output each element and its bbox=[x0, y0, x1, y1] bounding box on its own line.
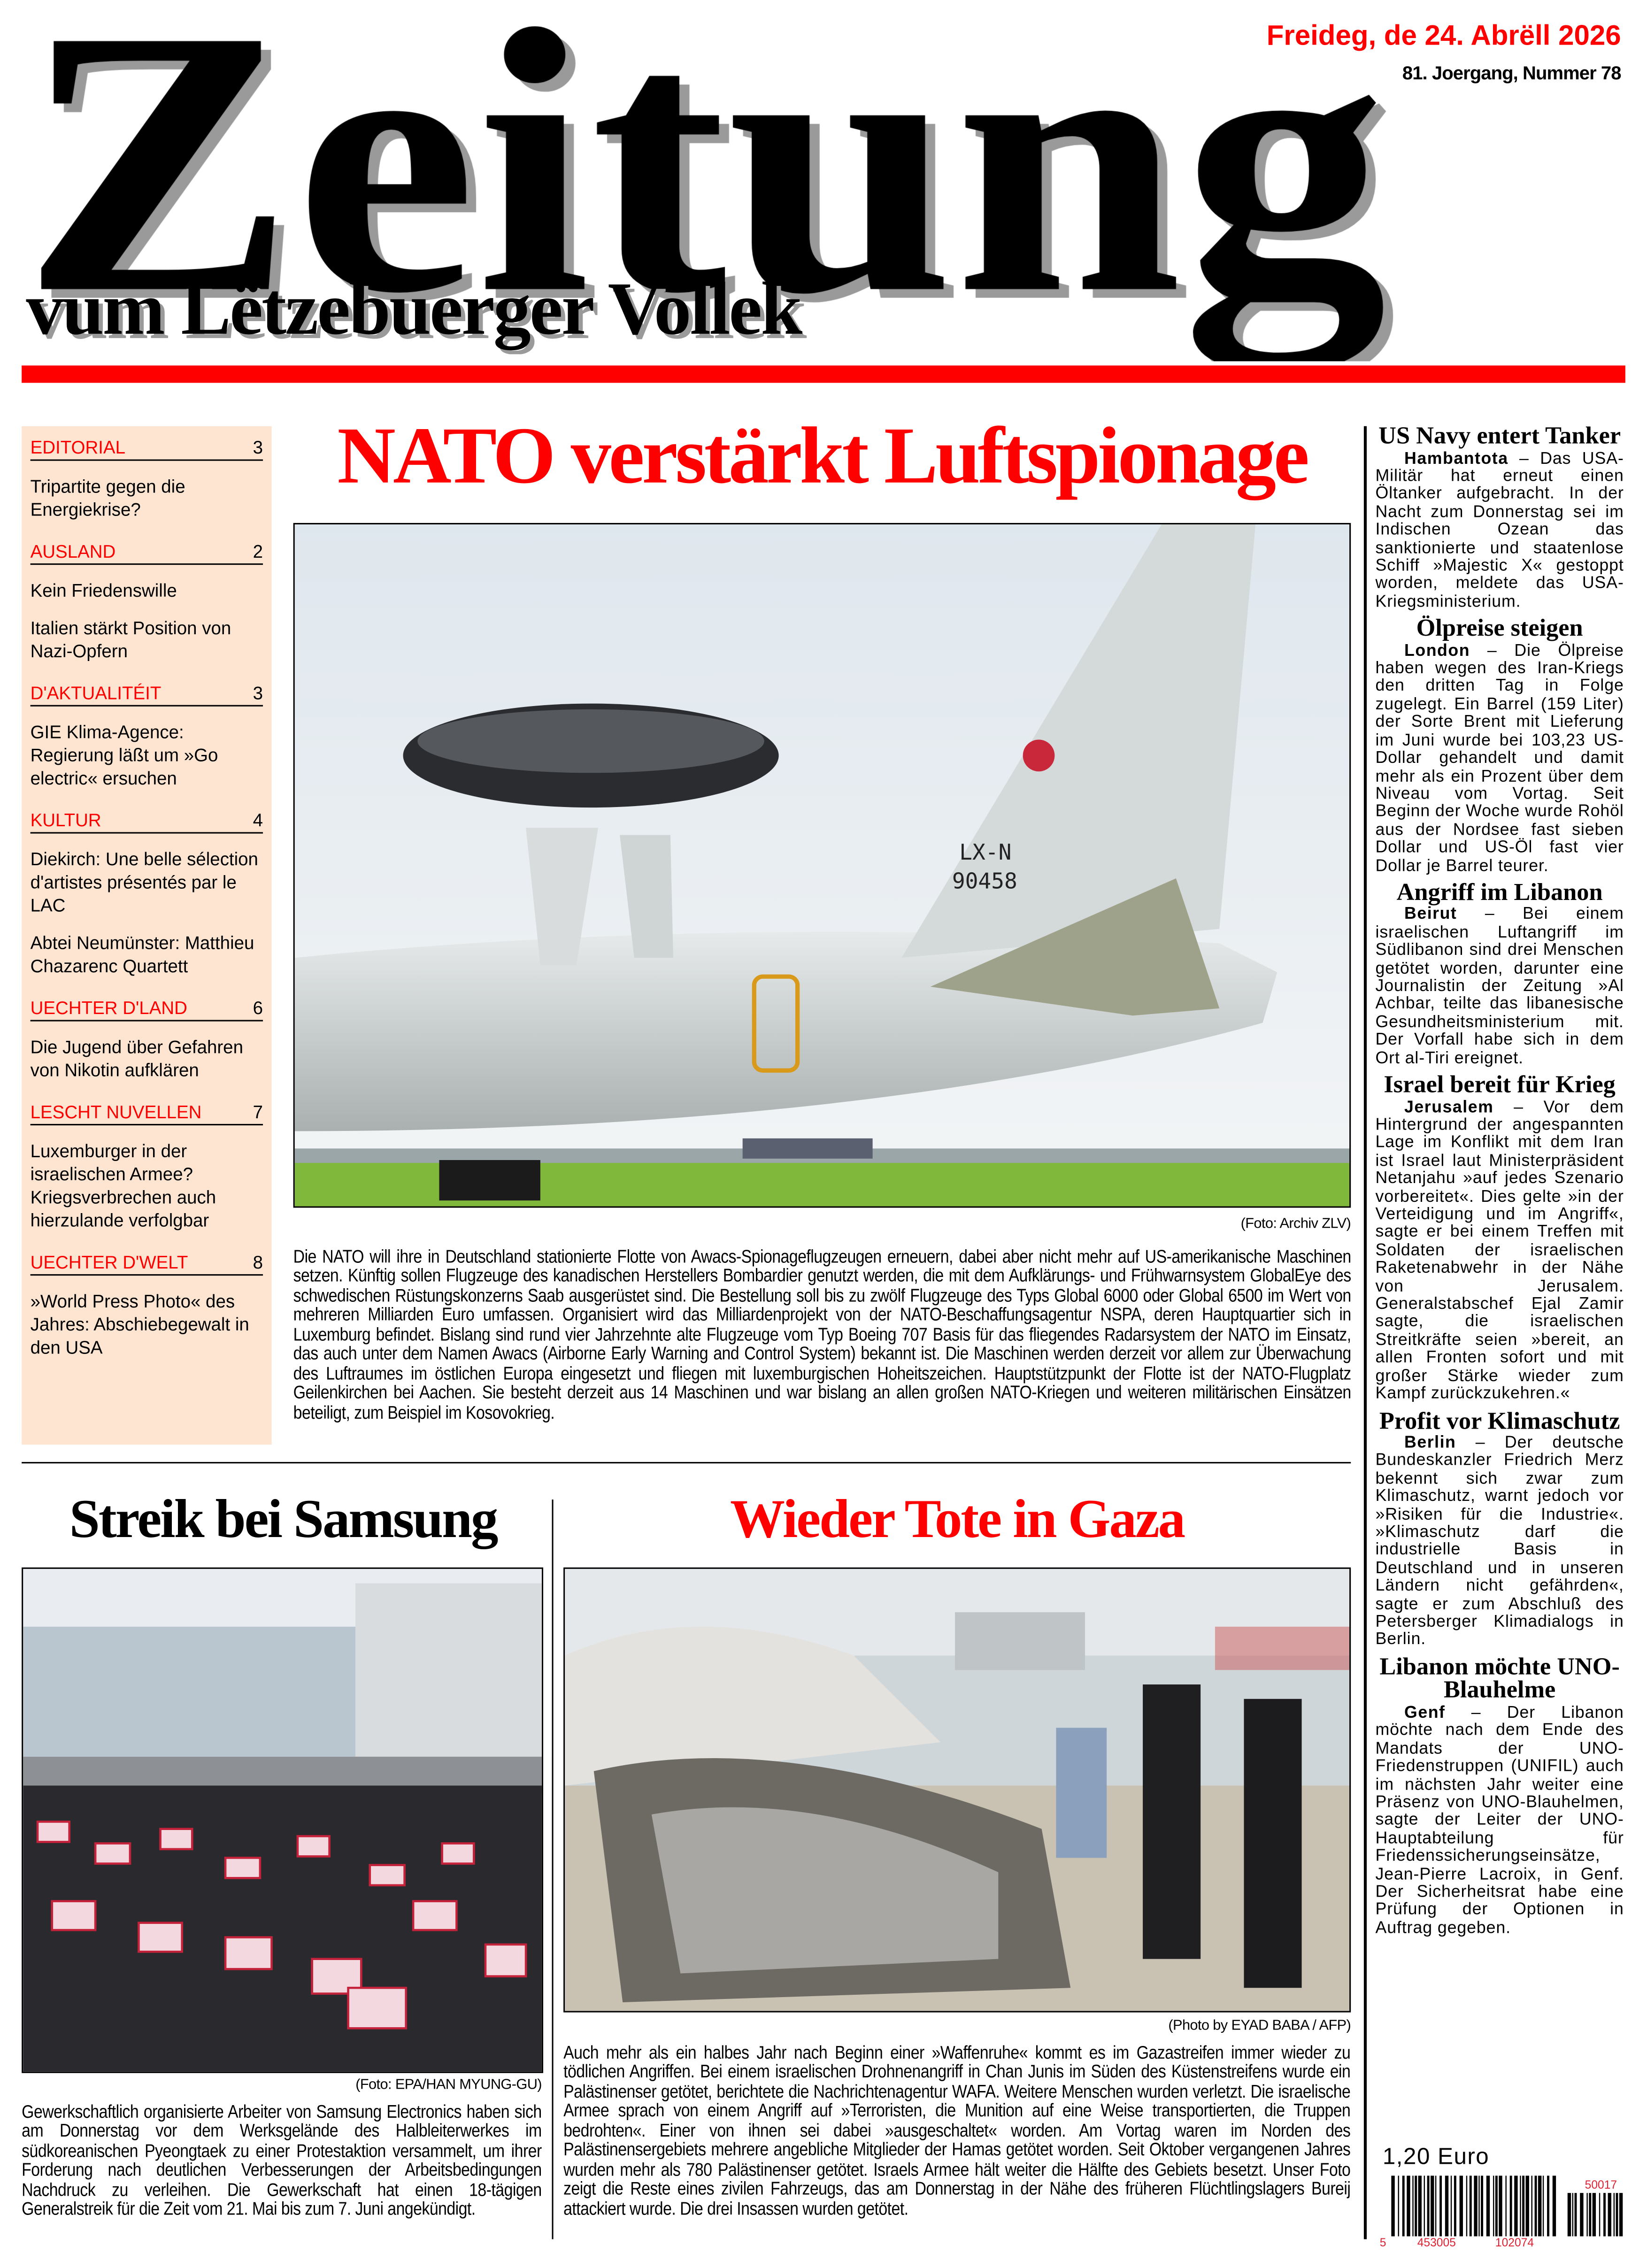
brief-headline[interactable]: US Navy entert Tanker bbox=[1378, 422, 1621, 450]
news-brief bbox=[1375, 1406, 1624, 1650]
gaza-article-body: Auch mehr als ein halbes Jahr nach Beginn einer »Waffenruhe« kommt es im Gazastreifen immer wieder zu tödlichen Angriffen. Bei einem israelischen Drohnenangriff in Chan Junis im Süden des Küstenstreifens wurde ein Palästinenser getötet, berichtete die Nachrichtenagentur WAFA. Weitere Menschen wurden verletzt. Die israelische Armee sprach von einem Angriff auf »Terroristen, die Munition auf eine Weise transportierten, die Truppen bedrohten«. Einer von ihnen sei dabei »ausgeschaltet« worden. Am Vortag waren im Norden des Palästinensergebiets mehrere angebliche Mitglieder der Hamas getötet worden. Seit Oktober vergangenen Jahres wurden mehr als 780 Palästinenser getötet. Israels Armee hält weiter die Hälfte des Gebiets besetzt. Unser Foto zeigt die Reste eines zivilen Fahrzeugs, das am Donnerstag in der Nähe des früheren Flüchtlingslagers Bureij attackiert wurde. Die drei Insassen wurden getötet. bbox=[563, 2043, 1351, 2219]
barcode-bar bbox=[1522, 2176, 1524, 2236]
samsung-photo-caption: (Foto: EPA/HAN MYUNG-GU) bbox=[355, 2077, 542, 2093]
barcode-bar bbox=[1481, 2176, 1483, 2236]
section-name: UECHTER D'LAND bbox=[30, 998, 187, 1019]
barcode-bar bbox=[1520, 2176, 1521, 2236]
barcode-bar bbox=[1580, 2193, 1583, 2236]
barcode-bar bbox=[1572, 2193, 1573, 2236]
barcode-bar bbox=[1553, 2176, 1556, 2236]
destroyed-vehicle-image bbox=[565, 1569, 1349, 2011]
section-page-number: 7 bbox=[253, 1102, 263, 1122]
brief-body bbox=[1375, 1099, 1624, 1403]
brief-body bbox=[1375, 450, 1624, 612]
sidebar-section-header[interactable] bbox=[31, 438, 263, 461]
section-page-number: 6 bbox=[253, 998, 263, 1019]
sidebar-teaser[interactable]: GIE Klima-Agence: Regierung läßt um »Go electric« ersuchen bbox=[30, 722, 218, 789]
barcode-bar bbox=[1427, 2176, 1430, 2236]
sidebar-section bbox=[31, 1102, 263, 1232]
barcode-bar bbox=[1391, 2176, 1394, 2236]
news-brief bbox=[1375, 422, 1624, 611]
barcode-bar bbox=[1415, 2176, 1417, 2236]
news-brief bbox=[1375, 1070, 1624, 1404]
news-brief bbox=[1375, 1652, 1624, 1937]
brief-headline[interactable]: Libanon möchte UNO-Blauhelme bbox=[1379, 1652, 1620, 1704]
brief-dateline: Jerusalem bbox=[1404, 1097, 1494, 1116]
brief-dateline: Hambantota bbox=[1404, 448, 1508, 468]
cover-price: 1,20 Euro bbox=[1382, 2145, 1490, 2170]
sidebar-teaser[interactable]: Kein Friedenswille bbox=[30, 581, 177, 601]
sidebar-section bbox=[31, 998, 263, 1082]
brief-text: – Der Libanon möchte nach dem Ende des Mandats der UNO-Friedenstruppen (UNIFIL) auch im nächsten Jahr weiter eine Präsenz von UNO-Blauhelmen, sagte der Leiter der UNO-Hauptabteilung für Friedenssicherungseinsätze, Jean-Pierre Lacroix, in Genf. Der Sicherheitsrat habe eine Prüfung der Optionen in Auftrag gegeben. bbox=[1375, 1703, 1624, 1937]
lead-headline[interactable]: NATO verstärkt Luftspionage bbox=[337, 412, 1307, 501]
sidebar-section bbox=[31, 684, 263, 791]
brief-body bbox=[1375, 1705, 1624, 1937]
barcode-digits-right: 102074 bbox=[1495, 2237, 1534, 2248]
barcode-bar bbox=[1514, 2176, 1517, 2236]
barcode-bar bbox=[1435, 2176, 1436, 2236]
lead-article-body: Die NATO will ihre in Deutschland stationierte Flotte von Awacs-Spionageflugzeugen erneuern, dabei aber nicht mehr auf US-amerikanische Maschinen setzen. Künftig sollen Flugzeuge des kanadischen Herstellers Bombardier genutzt werden, die mit dem Aufklärungs- und Frühwarnsystem GlobalEye des schwedischen Rüstungskonzerns Saab ausgerüstet sind. Die Bestellung soll bis zu zwölf Flugzeuge des Typs Global 6000 oder Global 6500 im Wert von mehreren Milliarden Euro umfassen. Organisiert wird das Milliardenprojekt von der NATO-Beschaffungsagentur NSPA, deren Hauptquartier sich in Luxemburg befindet. Bislang sind rund vier Jahrzehnte alte Flugzeuge vom Typ Boeing 707 Basis für das fliegendes Radarsystem der NATO im Einsatz, das auch unter dem Namen Awacs (Airborne Early Warning and Control System) bekannt ist. Die Maschinen werden derzeit vor allem zur Überwachung des Luftraumes im östlichen Europa eingesetzt und fliegen mit luxemburgischen Hoheitszeichen. Hauptstützpunkt der Flotte ist der NATO-Flugplatz Geilenkirchen bei Aachen. Sie besteht derzeit aus 14 Maschinen und war bislang an allen großen NATO-Kriegen und weiteren militärischen Einsätzen beteiligt, zum Beispiel im Kosovokrieg. bbox=[293, 1246, 1351, 1422]
brief-headline[interactable]: Profit vor Klimaschutz bbox=[1379, 1406, 1620, 1434]
barcode-bar bbox=[1407, 2176, 1410, 2236]
barcode-bar bbox=[1398, 2176, 1399, 2236]
news-brief bbox=[1375, 878, 1624, 1068]
barcode-bar bbox=[1460, 2176, 1463, 2236]
sidebar-section bbox=[31, 542, 263, 663]
barcode-addon-digits: 50017 bbox=[1585, 2178, 1617, 2191]
gaza-photo-caption: (Photo by EYAD BABA / AFP) bbox=[1168, 2018, 1351, 2034]
barcode-bar bbox=[1616, 2193, 1618, 2236]
brief-dateline: Berlin bbox=[1404, 1433, 1456, 1452]
gaza-vehicle-photo bbox=[563, 1568, 1351, 2013]
sidebar-section-header[interactable] bbox=[31, 998, 263, 1021]
section-name: AUSLAND bbox=[30, 541, 116, 562]
sidebar-teaser[interactable]: »World Press Photo« des Jahres: Abschiebegewalt in den USA bbox=[30, 1292, 249, 1358]
brief-body bbox=[1375, 1435, 1624, 1650]
barcode-bar bbox=[1538, 2176, 1541, 2236]
sidebar-section bbox=[31, 438, 263, 521]
brief-dateline: London bbox=[1404, 641, 1470, 660]
sidebar-section-header[interactable] bbox=[31, 810, 263, 833]
barcode-bar bbox=[1478, 2176, 1479, 2236]
barcode-bar bbox=[1505, 2176, 1506, 2236]
news-briefs-column bbox=[1375, 422, 1624, 2248]
section-page-number: 3 bbox=[253, 683, 263, 704]
barcode-bar bbox=[1526, 2176, 1529, 2236]
barcode-bar bbox=[1510, 2176, 1512, 2236]
lead-photo-caption: (Foto: Archiv ZLV) bbox=[1240, 1216, 1351, 1232]
barcode-digit-first: 5 bbox=[1379, 2237, 1386, 2248]
sidebar-section bbox=[31, 810, 263, 978]
barcode-bar bbox=[1451, 2176, 1452, 2236]
sidebar-teaser[interactable]: Die Jugend über Gefahren von Nikotin aufklären bbox=[30, 1037, 243, 1081]
barcode-bar bbox=[1418, 2176, 1422, 2236]
barcode-addon-bars bbox=[1568, 2193, 1623, 2236]
issue-number: 81. Joergang, Nummer 78 bbox=[1402, 62, 1621, 84]
barcode-bar bbox=[1586, 2193, 1587, 2236]
sidebar-teaser[interactable]: Diekirch: Une belle sélection d'artistes présentés par le LAC bbox=[30, 849, 258, 916]
section-name: D'AKTUALITÉIT bbox=[30, 683, 162, 704]
barcode-digits-left: 453005 bbox=[1417, 2237, 1456, 2248]
barcode-bar bbox=[1575, 2193, 1577, 2236]
brief-body bbox=[1375, 907, 1624, 1068]
column-divider bbox=[552, 1499, 553, 2239]
barcode bbox=[1380, 2176, 1625, 2248]
brief-text: – Der deutsche Bundeskanzler Friedrich Merz bekennt sich zwar zum Klimaschutz, warnt jedoch vor »Risiken für die Industrie«. »Klimaschutz darf die industrielle Basis in Deutschland und in unseren Ländern nicht gefährden«, sagte er zum Abschluß des Petersberger Klimadialogs in Berlin. bbox=[1375, 1433, 1624, 1649]
brief-dateline: Genf bbox=[1404, 1703, 1446, 1722]
news-brief bbox=[1375, 614, 1624, 875]
barcode-bar bbox=[1424, 2176, 1425, 2236]
issue-date: Freideg, de 24. Abrëll 2026 bbox=[1266, 20, 1621, 52]
barcode-bar bbox=[1589, 2193, 1591, 2236]
sidebar-section-header[interactable] bbox=[31, 1253, 263, 1276]
barcode-bar bbox=[1499, 2176, 1502, 2236]
lead-photo-awacs-plane bbox=[293, 523, 1351, 1208]
section-name: LESCHT NUVELLEN bbox=[30, 1102, 202, 1122]
barcode-bar bbox=[1486, 2176, 1490, 2236]
barcode-bar bbox=[1445, 2176, 1448, 2236]
barcode-bar bbox=[1568, 2193, 1571, 2236]
brief-headline[interactable]: Ölpreise steigen bbox=[1416, 614, 1583, 642]
gaza-headline[interactable]: Wieder Tote in Gaza bbox=[730, 1489, 1185, 1550]
sidebar-teaser[interactable]: Luxemburger in der israelischen Armee? Kriegsverbrechen auch hierzulande verfolgbar bbox=[30, 1141, 216, 1231]
plane-number: 90458 bbox=[952, 868, 1017, 894]
section-page-number: 4 bbox=[253, 810, 263, 831]
strike-crowd-image bbox=[23, 1569, 542, 2072]
brief-text: – Vor dem Hintergrund der angespannten Lage im Konflikt mit dem Iran ist Israel laut Ministerpräsident Netanjahu »auf jedes Szenario vorbereitet«. Dies gelte »in der Verteidigung und im Angriff«, sagte er bei einem Treffen mit Soldaten der israelischen Raketenabwehr in der Nähe von Jerusalem. Generalstabschef Ejal Zamir sagte, die israelischen Streitkräfte seien »bereit, an allen Fronten sofort und mit großer Stärke wieder zum Kampf zurückzukehren.« bbox=[1375, 1097, 1624, 1403]
section-name: UECHTER D'WELT bbox=[30, 1252, 188, 1273]
section-name: EDITORIAL bbox=[30, 438, 125, 458]
brief-headline[interactable]: Angriff im Libanon bbox=[1396, 878, 1603, 906]
barcode-bar bbox=[1599, 2193, 1600, 2236]
section-name: KULTUR bbox=[30, 810, 101, 831]
barcode-bar bbox=[1493, 2176, 1494, 2236]
section-page-number: 8 bbox=[253, 1252, 263, 1273]
barcode-bar bbox=[1543, 2176, 1544, 2236]
sidebar-teaser[interactable]: Tripartite gegen die Energiekrise? bbox=[30, 477, 185, 520]
barcode-bar bbox=[1619, 2193, 1623, 2236]
section-page-number: 3 bbox=[253, 438, 263, 458]
column-divider bbox=[1364, 426, 1366, 2239]
brief-text: – Bei einem israelischen Luftangriff im Südlibanon sind drei Menschen getötet worden, darunter eine Journalistin der Zeitung »Al Achbar, teilte das libanesische Gesundheitsministerium mit. Der Vorfall habe sich in dem Ort al-Tiri ereignet. bbox=[1375, 905, 1624, 1068]
barcode-bar bbox=[1614, 2193, 1615, 2236]
masthead-divider bbox=[22, 366, 1625, 383]
contents-sidebar bbox=[22, 426, 271, 1445]
brief-text: – Das USA-Militär hat erneut einen Öltanker aufgebracht. In der Nacht zum Donnerstag sei im Indischen Ozean das sanktionierte und staatenlose Schiff »Majestic X« gestoppt worden, meldete das USA-Kriegsministerium. bbox=[1375, 448, 1624, 611]
barcode-bar bbox=[1454, 2176, 1456, 2236]
news-briefs-list bbox=[1375, 422, 1624, 1944]
barcode-bar bbox=[1608, 2193, 1611, 2236]
sidebar-section-header[interactable] bbox=[31, 1102, 263, 1125]
barcode-bars bbox=[1391, 2176, 1556, 2236]
awacs-plane-image bbox=[295, 524, 1349, 1206]
barcode-bar bbox=[1474, 2176, 1477, 2236]
sidebar-section-header[interactable] bbox=[31, 542, 263, 565]
barcode-bar bbox=[1466, 2176, 1467, 2236]
brief-headline[interactable]: Israel bereit für Krieg bbox=[1384, 1070, 1616, 1098]
samsung-headline[interactable]: Streik bei Samsung bbox=[69, 1489, 497, 1550]
barcode-bar bbox=[1535, 2176, 1537, 2236]
barcode-bar bbox=[1402, 2176, 1405, 2236]
brief-text: – Die Ölpreise haben wegen des Iran-Kriegs den dritten Tag in Folge zugelegt. Ein Barrel (159 Liter) der Sorte Brent mit Lieferung im Juni wurde bei 103,23 US-Dollar gehandelt und damit mehr als ein Prozent über dem Niveau vom Vortag. Seit Beginn der Woche wurde Rohöl aus der Nordsee fast sieben Dollar und US-Öl fast vier Dollar je Barrel teurer. bbox=[1375, 641, 1624, 875]
barcode-bar bbox=[1603, 2193, 1606, 2236]
masthead-subtitle: vum Lëtzebuerger Vollek bbox=[26, 269, 801, 351]
barcode-bar bbox=[1495, 2176, 1498, 2236]
barcode-bar bbox=[1439, 2176, 1442, 2236]
sidebar-teaser[interactable]: Italien stärkt Position von Nazi-Opfern bbox=[30, 618, 231, 662]
section-divider bbox=[22, 1462, 1351, 1463]
sidebar-section bbox=[31, 1253, 263, 1360]
samsung-strike-photo bbox=[22, 1568, 543, 2073]
samsung-article-body: Gewerkschaftlich organisierte Arbeiter von Samsung Electronics haben sich am Donnerstag vor dem Werksgelände des Halbleiterwerkes im südkoreanischen Pyeongtaek zu einer Protestaktion versammelt, um ihrer Forderung nach deutlichen Verbesserungen der Arbeitsbedingungen Nachdruck zu verleihen. Die Gewerkschaft hat einen 18-tägigen Generalstreik für die Zeit vom 21. Mai bis zum 7. Juni angekündigt. bbox=[22, 2102, 542, 2220]
barcode-bar bbox=[1431, 2176, 1434, 2236]
brief-dateline: Beirut bbox=[1404, 905, 1457, 924]
plane-registration: LX-N bbox=[959, 839, 1012, 865]
barcode-bar bbox=[1470, 2176, 1472, 2236]
sidebar-section-header[interactable] bbox=[31, 684, 263, 707]
sidebar-teaser[interactable]: Abtei Neumünster: Matthieu Chazarenc Quartett bbox=[30, 933, 254, 977]
barcode-bar bbox=[1593, 2193, 1596, 2236]
barcode-bar bbox=[1547, 2176, 1549, 2236]
section-page-number: 2 bbox=[253, 541, 263, 562]
brief-body bbox=[1375, 642, 1624, 875]
barcode-bar bbox=[1412, 2176, 1413, 2236]
